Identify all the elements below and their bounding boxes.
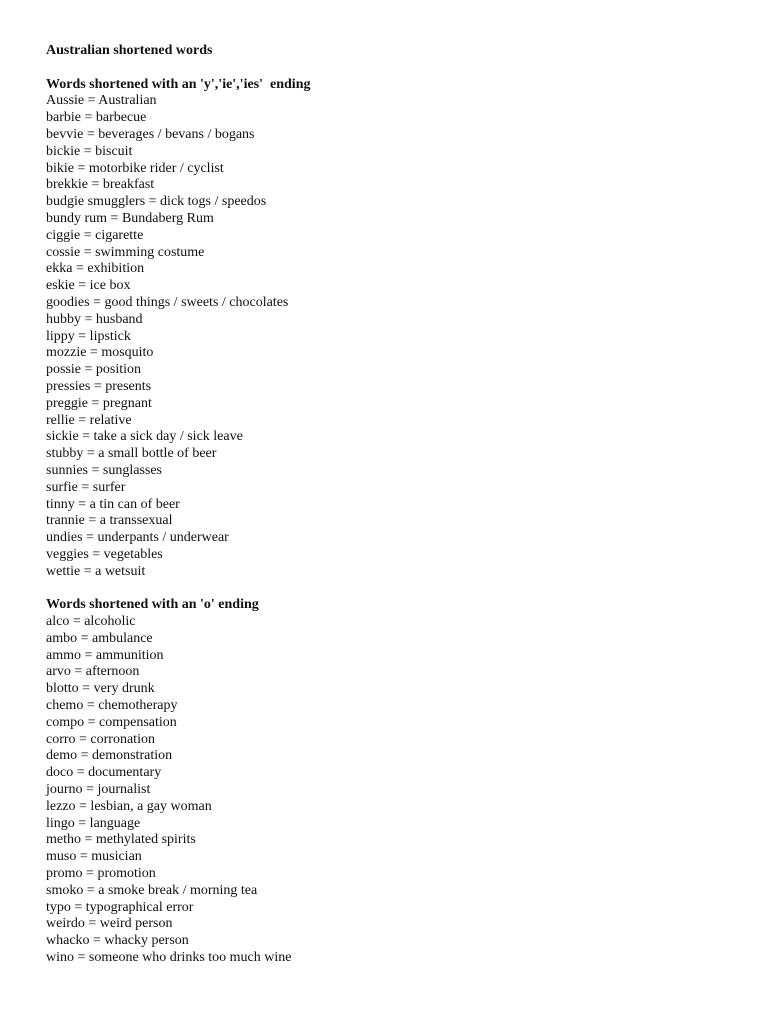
list-item: hubby = husband <box>46 311 143 327</box>
list-item: doco = documentary <box>46 765 162 781</box>
list-item: weirdo = weird person <box>46 916 173 932</box>
list-item: cossie = swimming costume <box>46 244 205 260</box>
list-item: blotto = very drunk <box>46 681 155 697</box>
list-item: surfie = surfer <box>46 479 126 495</box>
list-item: pressies = presents <box>46 378 152 394</box>
list-item: wino = someone who drinks too much wine <box>46 950 292 966</box>
list-item: smoko = a smoke break / morning tea <box>46 882 258 898</box>
word-list <box>46 93 736 580</box>
spacer <box>46 60 736 77</box>
document-title: Australian shortened words <box>46 43 213 58</box>
list-item: ammo = ammunition <box>46 647 164 663</box>
list-item: typo = typographical error <box>46 899 194 915</box>
list-item: barbie = barbecue <box>46 110 147 126</box>
list-item: veggies = vegetables <box>46 546 163 562</box>
list-item: bundy rum = Bundaberg Rum <box>46 210 214 226</box>
list-item: sunnies = sunglasses <box>46 462 163 478</box>
section-o-ending <box>46 597 736 967</box>
word-list <box>46 614 736 967</box>
list-item: wettie = a wetsuit <box>46 563 146 579</box>
document-page <box>46 43 736 967</box>
list-item: ekka = exhibition <box>46 261 145 277</box>
list-item: compo = compensation <box>46 714 177 730</box>
list-item: promo = promotion <box>46 866 156 882</box>
list-item: lingo = language <box>46 815 141 831</box>
list-item: budgie smugglers = dick togs / speedos <box>46 194 267 210</box>
list-item: muso = musician <box>46 849 142 865</box>
list-item: ciggie = cigarette <box>46 227 144 243</box>
list-item: journo = journalist <box>46 782 151 798</box>
list-item: undies = underpants / underwear <box>46 530 229 546</box>
list-item: arvo = afternoon <box>46 664 140 680</box>
list-item: corro = corronation <box>46 731 155 747</box>
list-item: rellie = relative <box>46 412 132 428</box>
list-item: bikie = motorbike rider / cyclist <box>46 160 224 176</box>
list-item: preggie = pregnant <box>46 395 152 411</box>
list-item: sickie = take a sick day / sick leave <box>46 429 243 445</box>
list-item: whacko = whacky person <box>46 933 189 949</box>
spacer <box>46 581 736 598</box>
list-item: metho = methylated spirits <box>46 832 196 848</box>
list-item: eskie = ice box <box>46 278 131 294</box>
list-item: brekkie = breakfast <box>46 177 155 193</box>
list-item: chemo = chemotherapy <box>46 698 178 714</box>
list-item: stubby = a small bottle of beer <box>46 446 217 462</box>
section-heading: Words shortened with an 'y','ie','ies' ending <box>46 76 311 92</box>
list-item: alco = alcoholic <box>46 614 136 630</box>
list-item: bevvie = beverages / bevans / bogans <box>46 126 255 142</box>
list-item: tinny = a tin can of beer <box>46 496 180 512</box>
section-heading: Words shortened with an 'o' ending <box>46 597 259 613</box>
list-item: mozzie = mosquito <box>46 345 154 361</box>
list-item: ambo = ambulance <box>46 630 153 646</box>
list-item: lezzo = lesbian, a gay woman <box>46 798 212 814</box>
list-item: bickie = biscuit <box>46 143 133 159</box>
list-item: trannie = a transsexual <box>46 513 173 529</box>
list-item: lippy = lipstick <box>46 328 131 344</box>
list-item: demo = demonstration <box>46 748 173 764</box>
section-y-ie-ies-ending <box>46 77 736 581</box>
list-item: goodies = good things / sweets / chocolates <box>46 294 289 310</box>
list-item: possie = position <box>46 362 142 378</box>
list-item: Aussie = Australian <box>46 93 157 109</box>
